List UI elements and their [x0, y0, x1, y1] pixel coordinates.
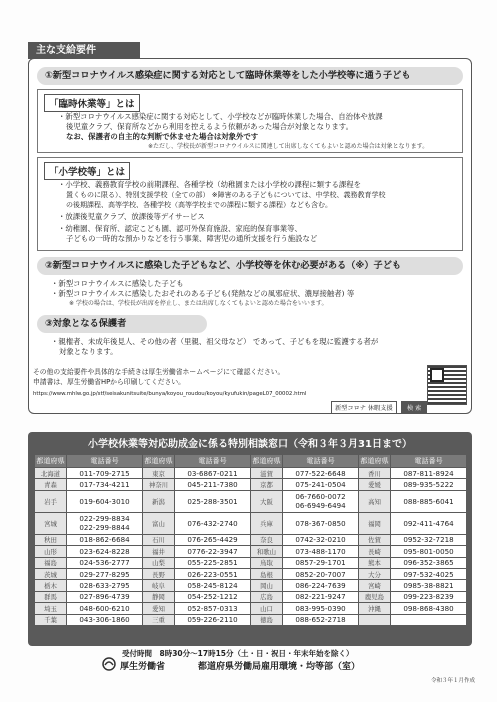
search-keyword: 新型コロナ 休暇支援 — [331, 401, 397, 414]
table-row — [35, 490, 467, 512]
shogakko-title: 「小学校等」とは — [44, 162, 130, 180]
rinji-line1: ・新型コロナウイルス感染症に関する対応として、小学校などが臨時休業した場合、自治体や放課 — [58, 112, 383, 121]
prefecture-cell: 島根 — [251, 568, 283, 579]
phone-cell: 018-862-6684 — [67, 534, 143, 545]
prefecture-cell — [359, 614, 391, 625]
req2-line1: ・新型コロナウイルスに感染した子ども — [51, 279, 184, 288]
phone-cell: 026-223-0551 — [175, 568, 251, 579]
phone-cell: 023-624-8228 — [67, 546, 143, 557]
prefecture-cell: 熊本 — [359, 557, 391, 568]
header-phone: 電話番号 — [175, 455, 251, 468]
phone-cell: 077-522-6648 — [283, 468, 359, 479]
shogakko-line2: 置くものに限る）、特別支援学校（全ての部） ※障害のある子どもについては、中学校、義務教育学校 — [66, 191, 386, 199]
prefecture-cell: 秋田 — [35, 534, 67, 545]
prefecture-cell: 愛知 — [143, 603, 175, 614]
prefecture-cell: 埼玉 — [35, 603, 67, 614]
shogakko-line4: ・放課後児童クラブ、放課後等デイサービス — [58, 212, 205, 221]
req3-line1: ・親権者、未成年後見人、その他の者（里親、祖父母など） であって、子どもを現に監護する者が — [51, 337, 379, 346]
table-row — [35, 614, 467, 625]
prefecture-cell: 兵庫 — [251, 512, 283, 534]
header-pref: 都道府県 — [251, 455, 283, 468]
phone-cell: 048-600-6210 — [67, 603, 143, 614]
prefecture-cell: 福島 — [35, 557, 67, 568]
rinji-note: ※ただし、学校長が新型コロナウイルスに関連して出席しなくてもよいと認めた場合は対象となります。 — [148, 143, 429, 150]
phone-cell: 095-801-0050 — [391, 546, 467, 557]
table-row — [35, 591, 467, 602]
ministry-logo-icon — [102, 657, 116, 671]
prefecture-cell: 長野 — [143, 568, 175, 579]
search-button[interactable]: 検 索 — [401, 401, 427, 414]
prefecture-cell: 北海道 — [35, 468, 67, 479]
phone-cell: 086-224-7639 — [283, 580, 359, 591]
prefecture-cell: 愛媛 — [359, 479, 391, 490]
table-row — [35, 546, 467, 557]
prefecture-cell: 岐阜 — [143, 580, 175, 591]
phone-cell: 092-411-4764 — [391, 512, 467, 534]
table-row — [35, 468, 467, 479]
bureau-name: 都道府県労働局雇用環境・均等部（室） — [198, 662, 361, 672]
prefecture-cell: 岡山 — [251, 580, 283, 591]
prefecture-cell: 長崎 — [359, 546, 391, 557]
phone-cell: 096-352-3865 — [391, 557, 467, 568]
header-phone: 電話番号 — [67, 455, 143, 468]
phone-cell: 017-734-4211 — [67, 479, 143, 490]
phone-cell: 029-277-8295 — [67, 568, 143, 579]
prefecture-cell: 京都 — [251, 479, 283, 490]
phone-cell: 089-935-5222 — [391, 479, 467, 490]
requirements-box — [28, 58, 472, 414]
info-url[interactable]: https://www.mhlw.go.jp/stf/seisakunitsuite/bunya/koyou_roudou/koyou/kyufukin/pageL07_00002.html — [33, 391, 307, 397]
prefecture-cell: 石川 — [143, 534, 175, 545]
header-phone: 電話番号 — [283, 455, 359, 468]
prefecture-cell: 静岡 — [143, 591, 175, 602]
prefecture-cell: 福井 — [143, 546, 175, 557]
prefecture-cell: 三重 — [143, 614, 175, 625]
rinji-line3: なお、保護者の自主的な判断で休ませた場合は対象外です — [66, 132, 259, 141]
shogakko-line3: の後期課程、高等学校、各種学校（高等学校までの課程に類する課程）なども含む。 — [66, 201, 332, 209]
phone-cell: 043-306-1860 — [67, 614, 143, 625]
phone-cell: 097-532-4025 — [391, 568, 467, 579]
shogakko-line5: ・幼稚園、保育所、認定こども園、認可外保育施設、家庭的保育事業等、 — [58, 224, 302, 233]
table-row — [35, 603, 467, 614]
phone-cell: 055-225-2851 — [175, 557, 251, 568]
consultation-title: 小学校休業等対応助成金に係る特別相談窓口（令和３年３月31日まで） — [88, 439, 412, 450]
prefecture-cell: 高知 — [359, 490, 391, 512]
shogakko-line1: ・小学校、義務教育学校の前期課程、各種学校（幼稚園または小学校の課程に類する課程を — [58, 180, 362, 189]
phone-cell: 076-265-4429 — [175, 534, 251, 545]
qr-code-icon — [427, 365, 467, 405]
prefecture-cell: 福岡 — [359, 512, 391, 534]
req2-line2: ・新型コロナウイルスに感染したおそれのある子ども(発熱などの風邪症状、濃厚接触者) 等 — [51, 289, 355, 298]
table-row — [35, 534, 467, 545]
prefecture-cell: 沖縄 — [359, 603, 391, 614]
req3-line2: 対象となります。 — [59, 347, 118, 356]
reception-hours: 受付時間 8時30分～17時15分（土・日・祝日・年末年始を除く） — [122, 649, 354, 658]
prefecture-cell: 群馬 — [35, 591, 67, 602]
header-phone: 電話番号 — [391, 455, 467, 468]
phone-cell: 054-252-1212 — [175, 591, 251, 602]
phone-cell: 019-604-3010 — [67, 490, 143, 512]
section-tab: 主な支給要件 — [28, 42, 140, 59]
prefecture-cell: 栃木 — [35, 580, 67, 591]
table-row — [35, 568, 467, 579]
table-row — [35, 479, 467, 490]
prefecture-cell: 山梨 — [143, 557, 175, 568]
prefecture-cell: 徳島 — [251, 614, 283, 625]
prefecture-cell: 佐賀 — [359, 534, 391, 545]
req1-heading: ①新型コロナウイルス感染症に関する対応として臨時休業等をした小学校等に通う子ども — [37, 67, 463, 85]
phone-cell: 06-7660-0072 06-6949-6494 — [283, 490, 359, 512]
req2-heading: ②新型コロナウイルスに感染した子どもなど、小学校等を休む必要がある（※）子ども — [37, 257, 463, 275]
ministry-name: 厚生労働省 — [120, 662, 166, 672]
phone-cell: 082-221-9247 — [283, 591, 359, 602]
prefecture-cell: 山口 — [251, 603, 283, 614]
shogakko-line6: 子どもの一時的な預かりなどを行う事業、障害児の通所支援を行う施設など — [66, 234, 318, 243]
phone-cell: 087-811-8924 — [391, 468, 467, 479]
req2-note: ※ 学校の場合は、学校長が出席を停止し、または出席しなくてもよいと認めた場合をいいます。 — [69, 300, 328, 307]
phone-cell: 099-223-8239 — [391, 591, 467, 602]
prefecture-cell: 滋賀 — [251, 468, 283, 479]
phone-cell: 011-709-2715 — [67, 468, 143, 479]
phone-cell — [391, 614, 467, 625]
prefecture-cell: 宮崎 — [359, 580, 391, 591]
prefecture-cell: 香川 — [359, 468, 391, 479]
table-row — [35, 557, 467, 568]
prefecture-cell: 岩手 — [35, 490, 67, 512]
phone-cell: 088-652-2718 — [283, 614, 359, 625]
phone-cell: 027-896-4739 — [67, 591, 143, 602]
rinji-title: 「臨時休業等」とは — [44, 94, 140, 112]
phone-cell: 0852-20-7007 — [283, 568, 359, 579]
phone-cell: 0857-29-1701 — [283, 557, 359, 568]
table-header-row — [35, 455, 467, 468]
prefecture-cell: 鳥取 — [251, 557, 283, 568]
rinji-line2: 後児童クラブ、保育所などから利用を控えるよう依頼があった場合が対象となります。 — [66, 122, 353, 131]
prefecture-cell: 奈良 — [251, 534, 283, 545]
prefecture-cell: 大阪 — [251, 490, 283, 512]
req3-heading: ③対象となる保護者 — [37, 315, 207, 333]
phone-cell: 0742-32-0210 — [283, 534, 359, 545]
consultation-table — [34, 454, 467, 626]
phone-cell: 052-857-0313 — [175, 603, 251, 614]
phone-cell: 098-868-4380 — [391, 603, 467, 614]
phone-cell: 025-288-3501 — [175, 490, 251, 512]
phone-cell: 03-6867-0211 — [175, 468, 251, 479]
phone-cell: 088-885-6041 — [391, 490, 467, 512]
prefecture-cell: 広島 — [251, 591, 283, 602]
header-pref: 都道府県 — [35, 455, 67, 468]
prefecture-cell: 神奈川 — [143, 479, 175, 490]
phone-cell: 073-488-1170 — [283, 546, 359, 557]
prefecture-cell: 宮城 — [35, 512, 67, 534]
phone-cell: 022-299-8834 022-299-8844 — [67, 512, 143, 534]
phone-cell: 078-367-0850 — [283, 512, 359, 534]
header-pref: 都道府県 — [143, 455, 175, 468]
phone-cell: 075-241-0504 — [283, 479, 359, 490]
prefecture-cell: 富山 — [143, 512, 175, 534]
phone-cell: 083-995-0390 — [283, 603, 359, 614]
prefecture-cell: 大分 — [359, 568, 391, 579]
consultation-panel — [28, 432, 472, 646]
prefecture-cell: 和歌山 — [251, 546, 283, 557]
info-line1: その他の支給要件や具体的な手続きは厚生労働省ホームページにて確認ください。 — [33, 368, 285, 376]
table-row — [35, 580, 467, 591]
prefecture-cell: 山形 — [35, 546, 67, 557]
phone-cell: 024-536-2777 — [67, 557, 143, 568]
phone-cell: 0776-22-3947 — [175, 546, 251, 557]
prefecture-cell: 茨城 — [35, 568, 67, 579]
phone-cell: 058-245-8124 — [175, 580, 251, 591]
phone-cell: 028-633-2795 — [67, 580, 143, 591]
info-line2: 申請書は、厚生労働省HPから印刷してください。 — [33, 378, 185, 386]
shogakko-box — [37, 157, 463, 251]
created-date: 令和３年１月作成 — [430, 678, 475, 684]
phone-cell: 0952-32-7218 — [391, 534, 467, 545]
phone-cell: 059-226-2110 — [175, 614, 251, 625]
table-row — [35, 512, 467, 534]
prefecture-cell: 新潟 — [143, 490, 175, 512]
rinji-box — [37, 89, 463, 153]
phone-cell: 0985-38-8821 — [391, 580, 467, 591]
phone-cell: 076-432-2740 — [175, 512, 251, 534]
phone-cell: 045-211-7380 — [175, 479, 251, 490]
header-pref: 都道府県 — [359, 455, 391, 468]
prefecture-cell: 鹿児島 — [359, 591, 391, 602]
prefecture-cell: 東京 — [143, 468, 175, 479]
prefecture-cell: 青森 — [35, 479, 67, 490]
prefecture-cell: 千葉 — [35, 614, 67, 625]
